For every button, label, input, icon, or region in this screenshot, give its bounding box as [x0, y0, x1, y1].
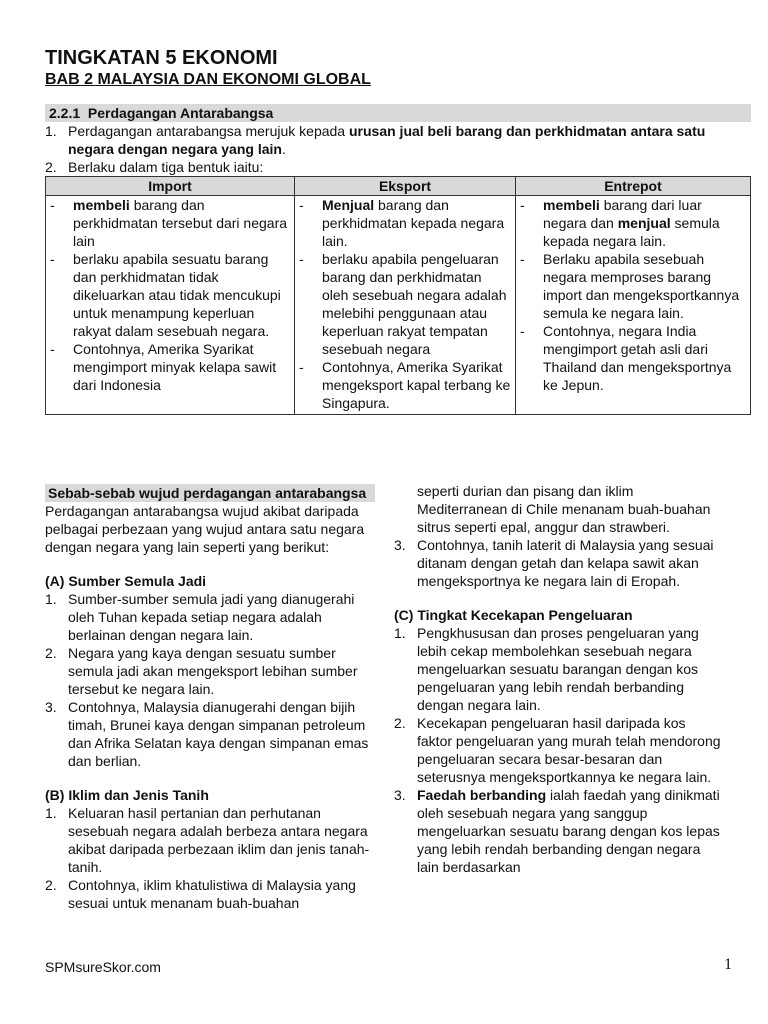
document-page	[45, 46, 751, 415]
point-number: 2.	[394, 715, 406, 731]
footer-site-name: SPMsureSkor.com	[45, 959, 161, 975]
dash-bullet: -	[50, 251, 55, 267]
dash-bullet: -	[50, 341, 55, 357]
list-text-plain: barang dan perkhidmatan kepada negara lain.	[322, 197, 505, 249]
list-text: Berlaku apabila sesebuah negara memproses barang import dan mengeksportkannya semula ke negara lain.	[543, 251, 740, 321]
dash-bullet: -	[520, 251, 525, 267]
point-number: 2.	[45, 877, 57, 893]
left-column	[45, 484, 375, 912]
entrepot-cell	[516, 196, 751, 415]
section-title: Perdagangan Antarabangsa	[87, 105, 274, 121]
point-item	[45, 158, 751, 176]
list-text-bold: menjual	[617, 215, 671, 231]
document-title: TINGKATAN 5 EKONOMI	[45, 47, 278, 69]
subheading-c: (C) Tingkat Kecekapan Pengeluaran	[394, 607, 633, 623]
list-text: berlaku apabila sesuatu barang dan perkhidmatan tidak dikeluarkan atau tidak mencukupi untuk menampung keperluan rakyat dalam sesebuah negara.	[73, 251, 281, 339]
point-number: 3.	[45, 699, 57, 715]
point-number: 1.	[45, 123, 57, 139]
dash-bullet: -	[50, 197, 55, 213]
subheading-a: (A) Sumber Semula Jadi	[45, 573, 207, 589]
point-text: Negara yang kaya dengan sesuatu sumber semula jadi akan mengeksport lebihan sumber tersebut ke negara lain.	[68, 645, 358, 697]
right-column	[394, 482, 724, 876]
dash-bullet: -	[299, 251, 304, 267]
import-cell	[46, 196, 295, 415]
point-number: 2.	[45, 645, 57, 661]
section-heading	[45, 104, 751, 122]
list-item	[45, 804, 375, 876]
list-item	[299, 250, 511, 358]
list-text-plain: semula kepada negara lain.	[543, 215, 720, 249]
list-text	[322, 196, 511, 250]
point-text	[417, 786, 724, 876]
eksport-cell	[295, 196, 516, 415]
list-item	[520, 250, 746, 322]
point-text: Contohnya, Malaysia dianugerahi dengan bijih timah, Brunei kaya dengan simpanan petroleum dan Afrika Selatan kaya dengan simpanan emas dan berlian.	[68, 699, 369, 769]
subheading-b: (B) Iklim dan Jenis Tanih	[45, 787, 209, 803]
list-item	[45, 698, 375, 770]
list-text-bold: membeli	[543, 197, 600, 213]
point-number: 1.	[45, 591, 57, 607]
point-text-bold: Faedah berbanding	[417, 787, 547, 803]
header-import: Import	[46, 177, 295, 196]
point-number: 1.	[45, 805, 57, 821]
list-item-continuation	[394, 482, 724, 536]
header-entrepot: Entrepot	[516, 177, 751, 196]
point-text-bold: urusan jual beli barang dan perkhidmatan antara satu negara dengan negara yang lain	[68, 123, 706, 157]
point-number: 2.	[45, 159, 57, 175]
point-text: Sumber-sumber semula jadi yang dianugerahi oleh Tuhan kepada setiap negara adalah berlainan dengan negara lain.	[68, 591, 355, 643]
list-text: Contohnya, Amerika Syarikat mengimport minyak kelapa sawit dari Indonesia	[73, 341, 277, 393]
indent-spacer	[394, 482, 417, 536]
list-text	[73, 196, 290, 250]
table-header-row	[46, 177, 751, 196]
dash-bullet: -	[299, 359, 304, 375]
list-item	[50, 196, 290, 250]
dash-bullet: -	[520, 323, 525, 339]
list-text	[543, 196, 746, 250]
list-text: berlaku apabila pengeluaran barang dan perkhidmatan oleh sesebuah negara adalah melebihi penggunaan atau keperluan rakyat tempatan sesebuah negara	[322, 251, 507, 357]
page-number: 1	[724, 956, 732, 973]
point-text: Contohnya, iklim khatulistiwa di Malaysia yang sesuai untuk menanam buah-buahan	[68, 877, 356, 911]
list-text-plain: barang dari luar negara dan	[543, 197, 702, 231]
list-item	[299, 196, 511, 250]
list-item	[520, 322, 746, 394]
point-text: seperti durian dan pisang dan iklim Mediterranean di Chile menanam buah-buahan sitrus seperti epal, anggur dan strawberi.	[417, 483, 711, 535]
point-text-plain: ialah faedah yang dinikmati oleh sesebuah negara yang sanggup mengeluarkan sesuatu barang dengan kos lepas yang lebih rendah berbanding dengan negara lain berdasarkan	[417, 787, 720, 875]
point-text: Kecekapan pengeluaran hasil daripada kos faktor pengeluaran yang murah telah mendorong pengeluaran secara besar-besaran dan seterusnya mengeksportkannya ke negara lain.	[417, 715, 721, 785]
point-text: Contohnya, tanih laterit di Malaysia yang sesuai ditanam dengan getah dan kelapa sawit akan mengeksportnya ke negara lain di Eropah.	[417, 537, 714, 589]
dash-bullet: -	[520, 197, 525, 213]
list-item	[394, 714, 724, 786]
list-text-plain: barang dan perkhidmatan tersebut dari negara lain	[73, 197, 288, 249]
point-number: 3.	[394, 787, 406, 803]
list-text-bold: membeli	[73, 197, 130, 213]
list-item	[394, 786, 724, 876]
reasons-heading: Sebab-sebab wujud perdagangan antarabangsa	[45, 484, 375, 502]
list-item	[50, 250, 290, 340]
list-item	[520, 196, 746, 250]
header-eksport: Eksport	[295, 177, 516, 196]
point-number: 3.	[394, 537, 406, 553]
list-item	[394, 624, 724, 714]
reasons-intro: Perdagangan antarabangsa wujud akibat daripada pelbagai perbezaan yang wujud antara satu negara dengan negara yang lain seperti yang berikut:	[45, 503, 365, 555]
list-text-bold: Menjual	[322, 197, 375, 213]
list-item	[299, 358, 511, 412]
list-text: Contohnya, Amerika Syarikat mengeksport kapal terbang ke Singapura.	[322, 359, 511, 411]
point-item	[45, 122, 751, 158]
point-number: 1.	[394, 625, 406, 641]
list-item	[45, 590, 375, 644]
chapter-title: BAB 2 MALAYSIA DAN EKONOMI GLOBAL	[45, 71, 371, 88]
list-item	[394, 536, 724, 590]
point-text-end: .	[281, 141, 286, 157]
point-text	[68, 122, 751, 158]
point-text: Pengkhususan dan proses pengeluaran yang lebih cekap membolehkan sesebuah negara mengeluarkan sesuatu barangan dengan kos pengeluaran yang lebih rendah berbanding dengan negara lain.	[417, 625, 699, 713]
point-text: Keluaran hasil pertanian dan perhutanan sesebuah negara adalah berbeza antara negara akibat daripada perbezaan iklim dan jenis tanah-tanih.	[68, 805, 370, 875]
trade-forms-table	[45, 176, 751, 415]
point-text: Berlaku dalam tiga bentuk iaitu:	[68, 159, 264, 175]
list-item	[50, 340, 290, 394]
list-text: Contohnya, negara India mengimport getah asli dari Thailand dan mengeksportnya ke Jepun.	[543, 323, 732, 393]
list-item	[45, 644, 375, 698]
section-number: 2.2.1	[49, 105, 81, 121]
list-item	[45, 876, 375, 912]
table-row	[46, 196, 751, 415]
dash-bullet: -	[299, 197, 304, 213]
point-text-plain: Perdagangan antarabangsa merujuk kepada	[68, 123, 349, 139]
